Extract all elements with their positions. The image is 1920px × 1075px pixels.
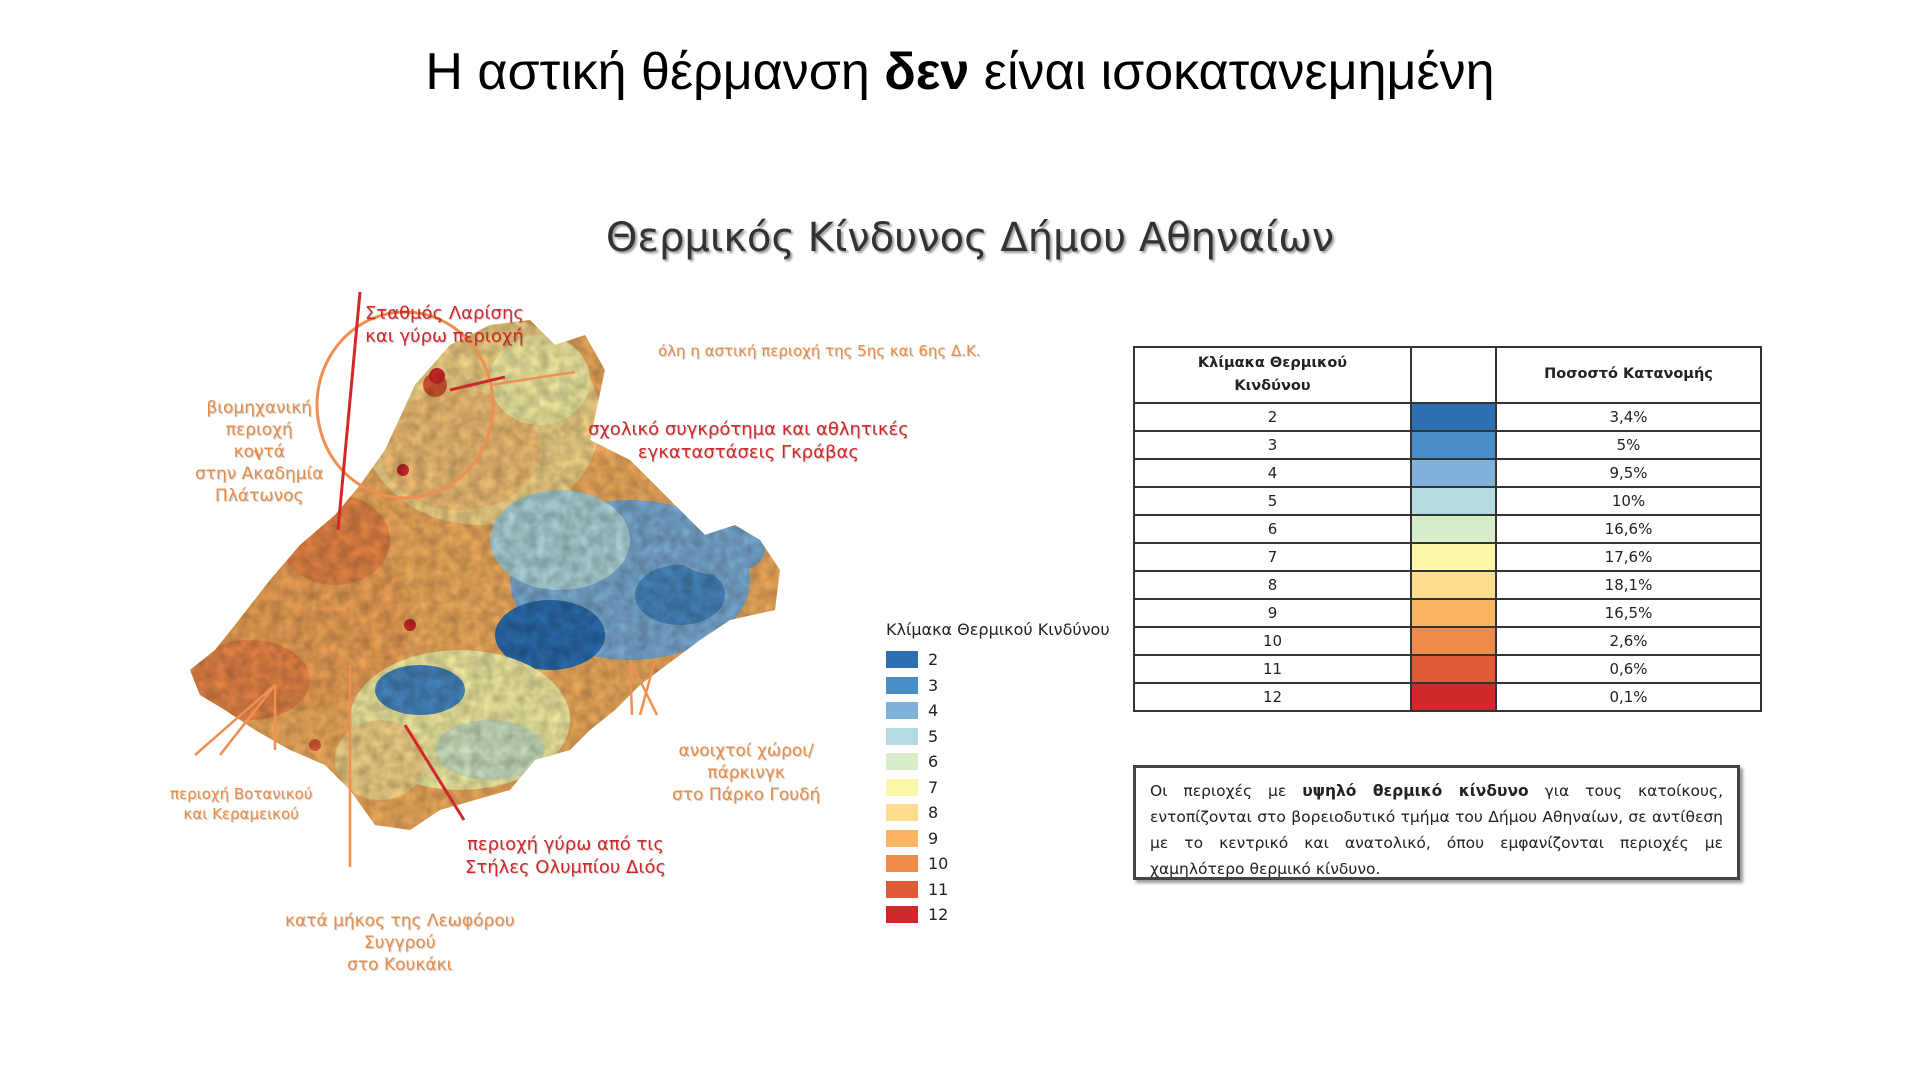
legend-swatch	[886, 779, 918, 796]
cell-percent: 0,1%	[1496, 683, 1761, 711]
header-scale: Κλίμακα Θερμικού Κινδύνου	[1134, 347, 1411, 403]
legend-item	[886, 851, 1110, 877]
cell-level: 12	[1134, 683, 1411, 711]
legend-swatch	[886, 753, 918, 770]
slide-title-bold: δεν	[884, 43, 970, 101]
legend-item	[886, 673, 1110, 699]
annotation-botanikos: περιοχή Βοτανικού και Κεραμεικού	[170, 785, 313, 823]
cell-level: 9	[1134, 599, 1411, 627]
cell-percent: 3,4%	[1496, 403, 1761, 431]
cell-color-swatch	[1411, 627, 1496, 655]
legend-swatch	[886, 677, 918, 694]
cell-level: 6	[1134, 515, 1411, 543]
distribution-table	[1133, 346, 1762, 712]
note-text-bold: υψηλό θερμικό κίνδυνο	[1302, 782, 1529, 800]
annotation-olympieion: περιοχή γύρω από τις Στήλες Ολυμπίου Διός	[465, 834, 667, 879]
annotation-larissa-station: Σταθμός Λαρίσης και γύρω περιοχή	[365, 303, 524, 348]
annotation-syggrou: κατά μήκος της Λεωφόρου Συγγρού στο Κουκάκι	[285, 911, 515, 976]
cell-color-swatch	[1411, 431, 1496, 459]
table-row	[1134, 403, 1761, 431]
note-box	[1133, 765, 1740, 880]
legend-swatch	[886, 728, 918, 745]
legend-label: 8	[928, 803, 939, 823]
legend-item	[886, 749, 1110, 775]
table-row	[1134, 655, 1761, 683]
legend-item	[886, 775, 1110, 801]
annotation-urban-area: όλη η αστική περιοχή της 5ης και 6ης Δ.Κ.	[658, 342, 981, 360]
cell-level: 5	[1134, 487, 1411, 515]
note-text-part1: Οι περιοχές με	[1150, 782, 1303, 800]
cell-color-swatch	[1411, 571, 1496, 599]
slide-title	[0, 42, 1920, 102]
legend-item	[886, 724, 1110, 750]
legend-swatch	[886, 906, 918, 923]
legend-rows	[886, 647, 1110, 928]
legend-label: 12	[928, 905, 949, 925]
cell-percent: 0,6%	[1496, 655, 1761, 683]
cell-percent: 16,6%	[1496, 515, 1761, 543]
legend-label: 6	[928, 752, 939, 772]
table-header-row	[1134, 347, 1761, 403]
legend-title: Κλίμακα Θερμικού Κινδύνου	[886, 620, 1110, 639]
map-title: Θερμικός Κίνδυνος Δήμου Αθηναίων	[605, 215, 1335, 261]
legend-item	[886, 698, 1110, 724]
annotation-school-gkravas: σχολικό συγκρότημα και αθλητικές εγκαταστάσεις Γκράβας	[588, 419, 909, 464]
legend-swatch	[886, 702, 918, 719]
cell-color-swatch	[1411, 599, 1496, 627]
table-row	[1134, 459, 1761, 487]
legend-label: 11	[928, 879, 949, 899]
table-body	[1134, 403, 1761, 711]
cell-color-swatch	[1411, 683, 1496, 711]
header-percent: Ποσοστό Κατανομής	[1496, 347, 1761, 403]
cell-percent: 9,5%	[1496, 459, 1761, 487]
cell-color-swatch	[1411, 403, 1496, 431]
legend-item	[886, 800, 1110, 826]
table-row	[1134, 543, 1761, 571]
cell-level: 8	[1134, 571, 1411, 599]
cell-percent: 17,6%	[1496, 543, 1761, 571]
table-row	[1134, 515, 1761, 543]
table-row	[1134, 599, 1761, 627]
slide-title-part1: Η αστική θέρμανση	[425, 43, 885, 101]
cell-level: 7	[1134, 543, 1411, 571]
legend-label: 5	[928, 726, 939, 746]
cell-level: 3	[1134, 431, 1411, 459]
cell-percent: 2,6%	[1496, 627, 1761, 655]
legend-swatch	[886, 651, 918, 668]
cell-percent: 5%	[1496, 431, 1761, 459]
slide-title-part2: είναι ισοκατανεμημένη	[969, 43, 1495, 101]
cell-percent: 16,5%	[1496, 599, 1761, 627]
legend-item	[886, 877, 1110, 903]
legend-label: 10	[928, 854, 949, 874]
legend-label: 2	[928, 650, 939, 670]
legend-item	[886, 826, 1110, 852]
note-text-part2: για τους κατοίκους, εντοπίζονται στο βορειοδυτικό τμήμα του Δήμου Αθηναίων, σε αντίθεση με το κεντρικό και ανατολικό, όπου εμφανίζονται περιοχές με χαμηλότερο θερμικό κίνδυνο.	[1150, 782, 1724, 878]
legend-swatch	[886, 830, 918, 847]
legend-swatch	[886, 881, 918, 898]
legend-label: 4	[928, 701, 939, 721]
annotation-goudi-park: ανοιχτοί χώροι/ πάρκινγκ στο Πάρκο Γουδή	[672, 741, 821, 806]
legend-label: 7	[928, 777, 939, 797]
header-color	[1411, 347, 1496, 403]
table-row	[1134, 487, 1761, 515]
legend-label: 9	[928, 828, 939, 848]
cell-level: 4	[1134, 459, 1411, 487]
legend-item	[886, 902, 1110, 928]
legend-swatch	[886, 804, 918, 821]
cell-color-swatch	[1411, 487, 1496, 515]
cell-color-swatch	[1411, 655, 1496, 683]
table-row	[1134, 683, 1761, 711]
cell-percent: 18,1%	[1496, 571, 1761, 599]
cell-percent: 10%	[1496, 487, 1761, 515]
cell-color-swatch	[1411, 515, 1496, 543]
table-row	[1134, 571, 1761, 599]
table-row	[1134, 627, 1761, 655]
legend-swatch	[886, 855, 918, 872]
annotation-industrial-area: βιομηχανική περιοχή κοντά στην Ακαδημία Πλάτωνος	[195, 398, 324, 507]
map-legend	[886, 620, 1110, 928]
cell-level: 2	[1134, 403, 1411, 431]
cell-color-swatch	[1411, 459, 1496, 487]
legend-item	[886, 647, 1110, 673]
table-row	[1134, 431, 1761, 459]
legend-label: 3	[928, 675, 939, 695]
cell-color-swatch	[1411, 543, 1496, 571]
cell-level: 11	[1134, 655, 1411, 683]
cell-level: 10	[1134, 627, 1411, 655]
